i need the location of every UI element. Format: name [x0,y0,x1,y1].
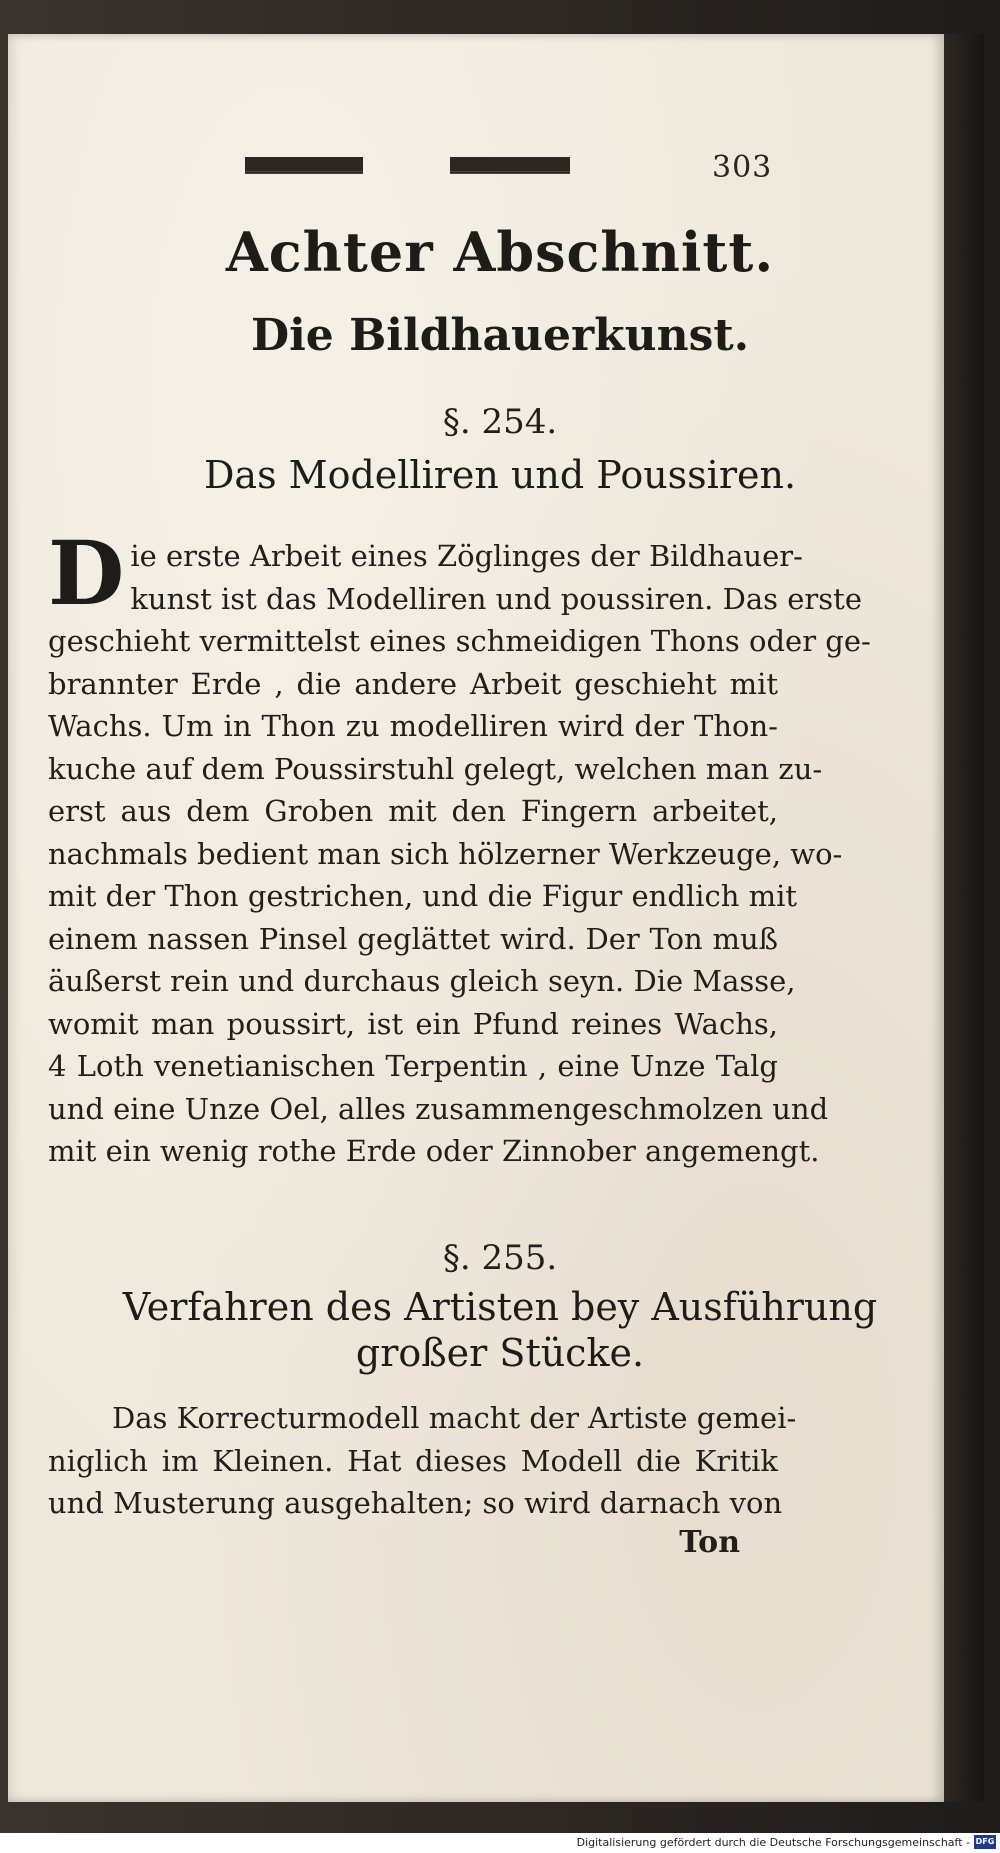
drop-cap: D [48,521,125,625]
page-number: 303 [712,150,773,185]
text-line: ie erste Arbeit eines Zöglinges der Bildhauer- [130,539,803,573]
section-heading-line: großer Stücke. [355,1331,645,1375]
dfg-logo[interactable]: DFG [974,1835,996,1849]
section-heading-255 [0,1284,1000,1376]
section-number-255: §. 255. [442,1238,558,1278]
digitization-credit: Digitalisierung gefördert durch die Deutsche Forschungsgemeinschaft - [576,1836,970,1849]
section-body-254 [48,521,871,1173]
text-line: niglich im Kleinen. Hat dieses Modell die Kritik [48,1443,778,1478]
header-ornament-right [450,157,570,174]
subject-title: Die Bildhauerkunst. [250,310,750,361]
text-line: einem nassen Pinsel geglättet wird. Der Ton muß [48,921,778,956]
page-edge-shadow [944,34,984,1802]
text-line: und eine Unze Oel, alles zusammengeschmolzen und [48,1091,829,1126]
section-heading-line: Verfahren des Artisten bey Ausführung [122,1285,878,1329]
text-line: Das Korrecturmodell macht der Artiste gemei- [112,1401,797,1435]
text-line: 4 Loth venetianischen Terpentin , eine Unze Talg [48,1049,778,1083]
text-line: äußerst rein und durchaus gleich seyn. Die Masse, [48,964,796,998]
section-number-254: §. 254. [442,402,558,442]
text-line: mit ein wenig rothe Erde oder Zinnober angemengt. [48,1134,820,1168]
text-line: mit der Thon gestrichen, und die Figur endlich mit [48,879,798,913]
section-heading-line: Das Modelliren und Poussiren. [203,453,797,497]
text-line: brannter Erde , die andere Arbeit geschieht mit [48,666,778,701]
chapter-title: Achter Abschnitt. [225,220,775,284]
text-line: erst aus dem Groben mit den Fingern arbeitet, [48,794,778,828]
text-line: kuche auf dem Poussirstuhl gelegt, welchen man zu- [48,751,823,786]
section-heading-254 [0,452,1000,498]
text-line: Wachs. Um in Thon zu modelliren wird der Thon- [48,709,778,743]
text-line: und Musterung ausgehalten; so wird darnach von [48,1486,783,1520]
section-body-255 [48,1397,797,1525]
text-line: geschieht vermittelst eines schmeidigen Thons oder ge- [48,624,871,658]
text-line: nachmals bedient man sich hölzerner Werkzeuge, wo- [48,836,843,871]
catchword: Ton [679,1525,740,1560]
text-line: womit man poussirt, ist ein Pfund reines Wachs, [48,1006,778,1041]
text-line: kunst ist das Modelliren und poussiren. Das erste [130,581,862,616]
header-ornament-left [245,157,363,174]
